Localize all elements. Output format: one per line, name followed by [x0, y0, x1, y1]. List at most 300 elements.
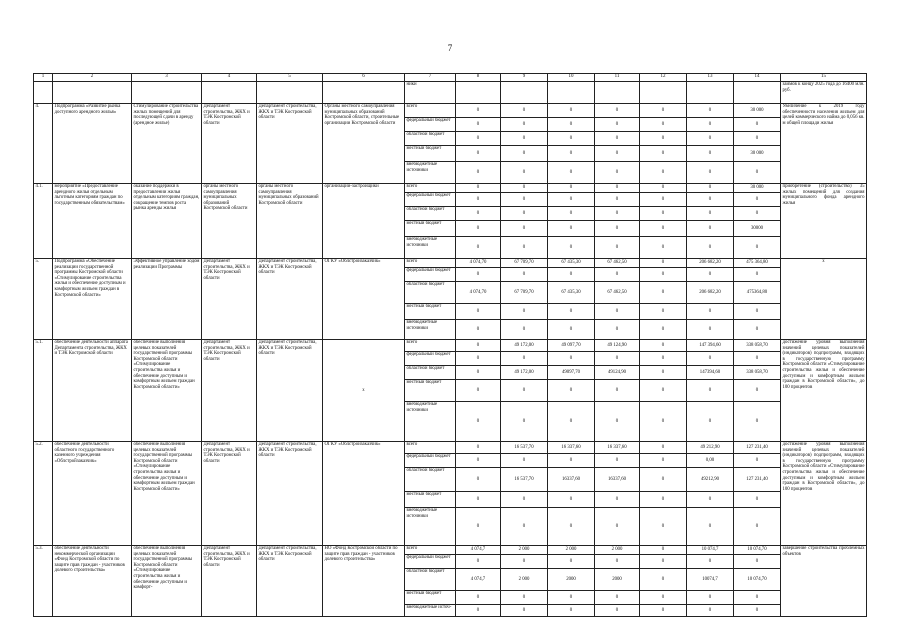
cell-number: 4. — [34, 104, 53, 184]
cell-source: всего — [405, 442, 456, 454]
cell-value: 0 — [548, 132, 595, 146]
cell-value: 0 — [595, 380, 640, 402]
column-number-9: 9 — [501, 74, 548, 82]
cell-goal: Стимулирование строительства жилых помещений для последующей сдачи в аренду (арендное жилье) — [132, 104, 202, 184]
cell-value: 0 — [548, 104, 595, 118]
cell-source: внебюджетные источ- — [405, 605, 456, 617]
cell-value: 16 337,60 — [595, 442, 640, 454]
cell-empty — [53, 82, 132, 104]
column-number-6: 6 — [323, 74, 405, 82]
cell-value: 0,00 — [687, 454, 734, 468]
cell-value: 49 172,00 — [501, 366, 548, 380]
cell-value: 0 — [595, 555, 640, 569]
cell-source: федеральный бюджет — [405, 118, 456, 132]
cell-source: областной бюджет — [405, 282, 456, 304]
cell-source: федеральный бюджет — [405, 454, 456, 468]
cell-value: 0 — [734, 605, 781, 617]
cell-value: 0 — [548, 146, 595, 162]
cell-value: 0 — [501, 118, 548, 132]
cell-value: 0 — [734, 320, 781, 340]
cell-participant: ОГКУ «Облстройзаказчик» — [323, 259, 405, 340]
cell-value: 0 — [548, 184, 595, 193]
cell-value: 0 — [734, 492, 781, 508]
cell-result: завершение строительства проблемных объектов — [781, 546, 867, 617]
cell-value: 0 — [640, 184, 687, 193]
cell-value: 0 — [456, 605, 501, 617]
cell-value: 0 — [640, 259, 687, 268]
cell-value: 0 — [734, 402, 781, 442]
cell-value: 0 — [687, 162, 734, 184]
cell-value: 0 — [687, 320, 734, 340]
cell-source: всего — [405, 546, 456, 555]
cell-value: 0 — [456, 207, 501, 221]
cell-value: 0 — [595, 162, 640, 184]
cell-value: 0 — [640, 366, 687, 380]
cell-value: 10074,7 — [687, 569, 734, 591]
cell-value: 0 — [640, 340, 687, 352]
cell-value: 475364,80 — [734, 282, 781, 304]
cell-value: 0 — [456, 193, 501, 207]
cell-value: 4 074,7 — [456, 546, 501, 555]
cell-value: 67 709,70 — [501, 259, 548, 268]
cell-value: 0 — [456, 268, 501, 282]
cell-source: ники — [405, 82, 456, 104]
cell-value: 0 — [687, 268, 734, 282]
cell-value: 0 — [548, 508, 595, 546]
cell-number: 5. — [34, 259, 53, 340]
cell-value: 0 — [501, 508, 548, 546]
cell-value: 0 — [456, 221, 501, 237]
cell-value: 0 — [640, 492, 687, 508]
table-body — [34, 74, 867, 617]
cell-empty — [202, 82, 257, 104]
cell-value: 2 000 — [501, 546, 548, 555]
cell-value: 0 — [640, 282, 687, 304]
cell-value: 0 — [501, 193, 548, 207]
cell-value: 0 — [548, 221, 595, 237]
cell-value: 67 462,50 — [595, 282, 640, 304]
cell-value: 0 — [640, 546, 687, 555]
cell-value: 0 — [687, 492, 734, 508]
cell-source: федеральный бюджет — [405, 268, 456, 282]
cell-value: 0 — [640, 591, 687, 605]
cell-participant: Органы местного самоуправления муниципальных образований Костромской области, строительные организации Костромской области — [323, 104, 405, 184]
cell-source: федеральный бюджет — [405, 193, 456, 207]
cell-value: 0 — [640, 402, 687, 442]
cell-value: 338 058,70 — [734, 340, 781, 352]
cell-executor: Департамент строительства, ЖКХ и ТЭК Костромской области — [257, 546, 323, 617]
cell-value: 0 — [595, 207, 640, 221]
cell-name: мероприятие «Предоставление арендного жилья отдельным льготным категориям граждан по государственным обязательствам» — [53, 184, 132, 259]
cell-value: 0 — [687, 304, 734, 320]
cell-value: 0 — [548, 352, 595, 366]
cell-empty — [257, 82, 323, 104]
cell-value: 0 — [548, 454, 595, 468]
cell-value: 4 074,70 — [456, 282, 501, 304]
column-number-7: 7 — [405, 74, 456, 82]
cell-source: местный бюджет — [405, 146, 456, 162]
cell-value: 0 — [640, 320, 687, 340]
cell-number: 5.3. — [34, 546, 53, 617]
cell-value: 0 — [734, 591, 781, 605]
cell-value: 0 — [548, 193, 595, 207]
column-number-11: 11 — [595, 74, 640, 82]
cell-value: 0 — [595, 146, 640, 162]
cell-value: 0 — [456, 454, 501, 468]
cell-value: 0 — [687, 221, 734, 237]
cell-value: 0 — [456, 184, 501, 193]
cell-value: 0 — [456, 104, 501, 118]
cell-value: 0 — [640, 380, 687, 402]
cell-value: 0 — [548, 304, 595, 320]
cell-value: 0 — [734, 508, 781, 546]
cell-source: областной бюджет — [405, 468, 456, 492]
cell-value: 2 000 — [595, 546, 640, 555]
cell-value: 0 — [595, 193, 640, 207]
cell-participant: организации-застройщики — [323, 184, 405, 259]
cell-value: 0 — [501, 380, 548, 402]
cell-value: 0 — [640, 193, 687, 207]
cell-value: 0 — [595, 402, 640, 442]
column-number-5: 5 — [257, 74, 323, 82]
cell-value: 49212,90 — [687, 468, 734, 492]
cell-value: 0 — [501, 184, 548, 193]
cell-value: 0 — [734, 132, 781, 146]
cell-value: 127 231,40 — [734, 468, 781, 492]
cell-value: 0 — [501, 352, 548, 366]
cell-value: 0 — [548, 402, 595, 442]
cell-source: областной бюджет — [405, 569, 456, 591]
continuation-row — [34, 82, 867, 104]
cell-value: 0 — [734, 304, 781, 320]
cell-value: 2 000 — [548, 546, 595, 555]
column-number-row — [34, 74, 867, 82]
cell-value: 0 — [548, 380, 595, 402]
cell-value: 49124,90 — [595, 366, 640, 380]
cell-value: 0 — [640, 268, 687, 282]
cell-value: 49 212,90 — [687, 442, 734, 454]
block-4-1-row-1 — [34, 184, 867, 193]
cell-value: 0 — [734, 237, 781, 259]
cell-source: внебюджетные источники — [405, 237, 456, 259]
cell-value: 0 — [595, 508, 640, 546]
cell-value: 0 — [640, 221, 687, 237]
cell-value: 0 — [640, 454, 687, 468]
cell-value: 0 — [456, 380, 501, 402]
cell-value: 16337,60 — [595, 468, 640, 492]
column-number-14: 14 — [734, 74, 781, 82]
cell-source: внебюджетные источники — [405, 508, 456, 546]
cell-value: 206 682,20 — [687, 259, 734, 268]
cell-value: 4 074,70 — [456, 259, 501, 268]
cell-source: всего — [405, 184, 456, 193]
cell-empty — [34, 82, 53, 104]
cell-value: 0 — [687, 237, 734, 259]
cell-value: 0 — [687, 207, 734, 221]
cell-value: 0 — [640, 605, 687, 617]
cell-value: 0 — [501, 237, 548, 259]
cell-result: достижение уровня выполнения значений целевых показателей (индикаторов) подпрограмм, входящих в государственную программу Костромской области «Стимулирование строительства жилья и обеспечение доступным и комфортным жильем граждан в Костромской области», до 100 процентов — [781, 340, 867, 442]
cell-value: 475 364,80 — [734, 259, 781, 268]
cell-value: 0 — [734, 193, 781, 207]
cell-value: 0 — [734, 352, 781, 366]
cell-value: 0 — [456, 402, 501, 442]
cell-source: внебюджетные источники — [405, 402, 456, 442]
cell-result: Увеличение к 2019 году обеспеченности населения жильем для целей коммерческого найма до 0,056 кв. м общей площади жилья — [781, 104, 867, 184]
cell-value: 16337,60 — [548, 468, 595, 492]
cell-value: 0 — [456, 555, 501, 569]
cell-value: 0 — [501, 320, 548, 340]
column-number-15: 15 — [781, 74, 867, 82]
cell-source: местный бюджет — [405, 492, 456, 508]
cell-source: всего — [405, 340, 456, 352]
cell-value: 0 — [501, 402, 548, 442]
cell-goal: обеспечение выполнения целевых показателей государственной программы Костромской области «Стимулирование строительства жилья и обеспечение доступным и комфортным жильем граждан Костромской области» — [132, 442, 202, 546]
cell-customer: Департамент строительства, ЖКХ и ТЭК Костромской области — [202, 259, 257, 340]
cell-value: 0 — [734, 555, 781, 569]
cell-value: 0 — [501, 221, 548, 237]
cell-source: федеральный бюджет — [405, 352, 456, 366]
cell-value: 0 — [501, 555, 548, 569]
cell-value: 127 231,40 — [734, 442, 781, 454]
cell-value: 206 682,20 — [687, 282, 734, 304]
cell-source: местный бюджет — [405, 591, 456, 605]
cell-value: 147 394,60 — [687, 340, 734, 352]
cell-value: 0 — [595, 268, 640, 282]
cell-executor: Департамент строительства, ЖКХ и ТЭК Костромской области — [257, 340, 323, 442]
cell-customer: Департамент строительства, ЖКХ и ТЭК Костромской области — [202, 340, 257, 442]
cell-name: Подпрограмма «Обеспечение реализации государственной программы Костромской области «Стимулирование строительства жилья и обеспечение доступным и комфортным жильем граждан в Костромской области» — [53, 259, 132, 340]
cell-value: 0 — [595, 132, 640, 146]
block-5-1-row-1 — [34, 340, 867, 352]
cell-source: всего — [405, 104, 456, 118]
cell-value: 0 — [456, 492, 501, 508]
cell-value: 0 — [640, 508, 687, 546]
cell-participant: ОГКУ «Облстройзаказчик» — [323, 442, 405, 546]
cell-value: 10 074,70 — [734, 546, 781, 555]
cell-empty — [595, 82, 640, 104]
cell-value: 0 — [595, 304, 640, 320]
cell-customer: Департамент строительства, ЖКХ и ТЭК Костромской области — [202, 442, 257, 546]
cell-value: 49 124,90 — [595, 340, 640, 352]
column-number-12: 12 — [640, 74, 687, 82]
cell-value: 2000 — [548, 569, 595, 591]
cell-value: 0 — [456, 591, 501, 605]
cell-customer: органы местного самоуправления муниципальных образований Костромской области — [202, 184, 257, 259]
cell-participant: НО «Фонд Костромской области по защите прав граждан - участников долевого строительства» — [323, 546, 405, 617]
cell-value: 67 709,70 — [501, 282, 548, 304]
cell-value: 0 — [548, 555, 595, 569]
cell-value: 0 — [640, 162, 687, 184]
cell-value: 0 — [640, 555, 687, 569]
cell-goal: оказание поддержки в предоставлении жилья отдельным категориям граждан, сокращение темпов роста рынка аренды жилья — [132, 184, 202, 259]
cell-value: 0 — [456, 468, 501, 492]
cell-value: 0 — [687, 591, 734, 605]
cell-value: 0 — [687, 380, 734, 402]
cell-value: 0 — [640, 468, 687, 492]
cell-value: 0 — [501, 132, 548, 146]
column-number-4: 4 — [202, 74, 257, 82]
block-5-2-row-1 — [34, 442, 867, 454]
cell-value: 49 097,70 — [548, 340, 595, 352]
cell-value: 0 — [734, 162, 781, 184]
cell-value: 0 — [501, 454, 548, 468]
cell-value: 49097,70 — [548, 366, 595, 380]
cell-result: займов к концу 2025 года до 16400 млн. руб. — [781, 82, 867, 104]
cell-goal: обеспечение выполнения целевых показателей государственной программы Костромской области «Стимулирование строительства жилья и обеспечение доступным и комфорт- — [132, 546, 202, 617]
cell-value: 0 — [456, 237, 501, 259]
cell-value: 0 — [501, 104, 548, 118]
cell-value: 0 — [456, 162, 501, 184]
cell-value: 0 — [501, 492, 548, 508]
column-number-13: 13 — [687, 74, 734, 82]
cell-value: 0 — [687, 402, 734, 442]
cell-goal: обеспечение выполнения целевых показателей государственной программы Костромской области «Стимулирование строительства жилья и обеспечение доступным и комфортным жильем граждан Костромской области» — [132, 340, 202, 442]
cell-value: 0 — [734, 118, 781, 132]
cell-value: 0 — [548, 118, 595, 132]
cell-value: 0 — [734, 380, 781, 402]
cell-value: 0 — [595, 352, 640, 366]
cell-source: областной бюджет — [405, 132, 456, 146]
cell-value: 0 — [687, 193, 734, 207]
cell-goal: Эффективное управление ходом реализации Программы — [132, 259, 202, 340]
cell-value: 0 — [595, 221, 640, 237]
cell-value: 0 — [501, 162, 548, 184]
cell-value: 0 — [456, 366, 501, 380]
cell-value: 30000 — [734, 221, 781, 237]
cell-name: обеспечение деятельности некоммерческой организации «Фонд Костромской области по защите прав граждан - участников долевого строительства» — [53, 546, 132, 617]
cell-value: 0 — [687, 104, 734, 118]
cell-value: 0 — [734, 454, 781, 468]
cell-result: х — [781, 259, 867, 340]
cell-source: местный бюджет — [405, 380, 456, 402]
cell-source: местный бюджет — [405, 304, 456, 320]
cell-value: 0 — [640, 207, 687, 221]
cell-source: областной бюджет — [405, 207, 456, 221]
cell-source: областной бюджет — [405, 366, 456, 380]
cell-value: 16 537,70 — [501, 468, 548, 492]
cell-value: 0 — [456, 146, 501, 162]
cell-result: приобретение (строительство) 35 жилых помещений для создания муниципального фонда арендного жилья — [781, 184, 867, 259]
cell-empty — [548, 82, 595, 104]
cell-value: 0 — [595, 605, 640, 617]
cell-customer: Департамент строительства, ЖКХ и ТЭК Костромской области — [202, 546, 257, 617]
cell-value: 0 — [687, 118, 734, 132]
cell-value: 0 — [734, 207, 781, 221]
cell-value: 0 — [548, 268, 595, 282]
cell-executor: Департамент строительства, ЖКХ и ТЭК Костромской области — [257, 442, 323, 546]
cell-source: внебюджетные источники — [405, 320, 456, 340]
cell-value: 0 — [456, 320, 501, 340]
cell-value: 0 — [595, 184, 640, 193]
cell-value: 4 074,7 — [456, 569, 501, 591]
cell-value: 0 — [456, 340, 501, 352]
cell-executor: Департамент строительства, ЖКХ и ТЭК Костромской области — [257, 259, 323, 340]
cell-value: 0 — [640, 146, 687, 162]
cell-value: 0 — [456, 132, 501, 146]
cell-value: 30 000 — [734, 184, 781, 193]
cell-value: 0 — [687, 352, 734, 366]
cell-source: местный бюджет — [405, 221, 456, 237]
cell-value: 0 — [687, 184, 734, 193]
cell-value: 0 — [640, 442, 687, 454]
cell-value: 0 — [595, 237, 640, 259]
program-table — [33, 73, 867, 617]
cell-value: 0 — [687, 132, 734, 146]
cell-value: 0 — [595, 104, 640, 118]
block-4-row-1 — [34, 104, 867, 118]
cell-value: 0 — [687, 508, 734, 546]
cell-value: 147394,60 — [687, 366, 734, 380]
cell-value: 0 — [456, 508, 501, 546]
cell-executor: Департамент строительства, ЖКХ и ТЭК Костромской области — [257, 104, 323, 184]
cell-value: 0 — [640, 352, 687, 366]
cell-source: внебюджетные источники — [405, 162, 456, 184]
cell-empty — [501, 82, 548, 104]
cell-value: 0 — [548, 591, 595, 605]
cell-value: 0 — [687, 146, 734, 162]
cell-value: 0 — [640, 569, 687, 591]
cell-value: 0 — [687, 605, 734, 617]
cell-name: обеспечение деятельности областного государственного казенного учреждения «Облстройзаказчик» — [53, 442, 132, 546]
cell-value: 0 — [640, 104, 687, 118]
cell-value: 0 — [595, 320, 640, 340]
cell-source: федеральный бюджет — [405, 555, 456, 569]
cell-value: 0 — [734, 268, 781, 282]
column-number-10: 10 — [548, 74, 595, 82]
cell-value: 0 — [640, 237, 687, 259]
cell-value: 0 — [501, 605, 548, 617]
cell-value: 30 000 — [734, 146, 781, 162]
cell-value: 30 000 — [734, 104, 781, 118]
cell-value: 0 — [548, 237, 595, 259]
cell-value: 0 — [640, 118, 687, 132]
cell-value: 0 — [595, 454, 640, 468]
cell-value: 2 000 — [501, 569, 548, 591]
cell-number: 4.1. — [34, 184, 53, 259]
cell-executor: органы местного самоуправления муниципальных образований Костромской области — [257, 184, 323, 259]
cell-value: 0 — [640, 132, 687, 146]
cell-number: 5.1. — [34, 340, 53, 442]
cell-value: 2000 — [595, 569, 640, 591]
cell-value: 10 074,7 — [687, 546, 734, 555]
cell-value: 67 435,30 — [548, 282, 595, 304]
cell-participant: х — [323, 340, 405, 442]
cell-empty — [132, 82, 202, 104]
cell-value: 67 435,30 — [548, 259, 595, 268]
cell-result: достижение уровня выполнения значений целевых показателей (индикаторов) подпрограмм, входящих в государственную программу Костромской области «Стимулирование строительства жилья и обеспечение доступным и комфортным жильем граждан в Костромской области», до 100 процентов — [781, 442, 867, 546]
cell-value: 338 058,70 — [734, 366, 781, 380]
cell-value: 0 — [687, 555, 734, 569]
cell-value: 0 — [501, 146, 548, 162]
cell-empty — [323, 82, 405, 104]
cell-value: 0 — [548, 207, 595, 221]
cell-value: 0 — [595, 118, 640, 132]
cell-name: Подпрограмма «Развитие рынка доступного арендного жилья» — [53, 104, 132, 184]
cell-value: 0 — [501, 268, 548, 282]
block-5-3-row-1 — [34, 546, 867, 555]
column-number-1: 1 — [34, 74, 53, 82]
cell-value: 0 — [548, 605, 595, 617]
cell-value: 0 — [548, 320, 595, 340]
cell-customer: Департамент строительства, ЖКХ и ТЭК Костромской области — [202, 104, 257, 184]
column-number-8: 8 — [456, 74, 501, 82]
cell-source: всего — [405, 259, 456, 268]
cell-empty — [687, 82, 734, 104]
column-number-3: 3 — [132, 74, 202, 82]
cell-value: 16 337,60 — [548, 442, 595, 454]
cell-empty — [640, 82, 687, 104]
